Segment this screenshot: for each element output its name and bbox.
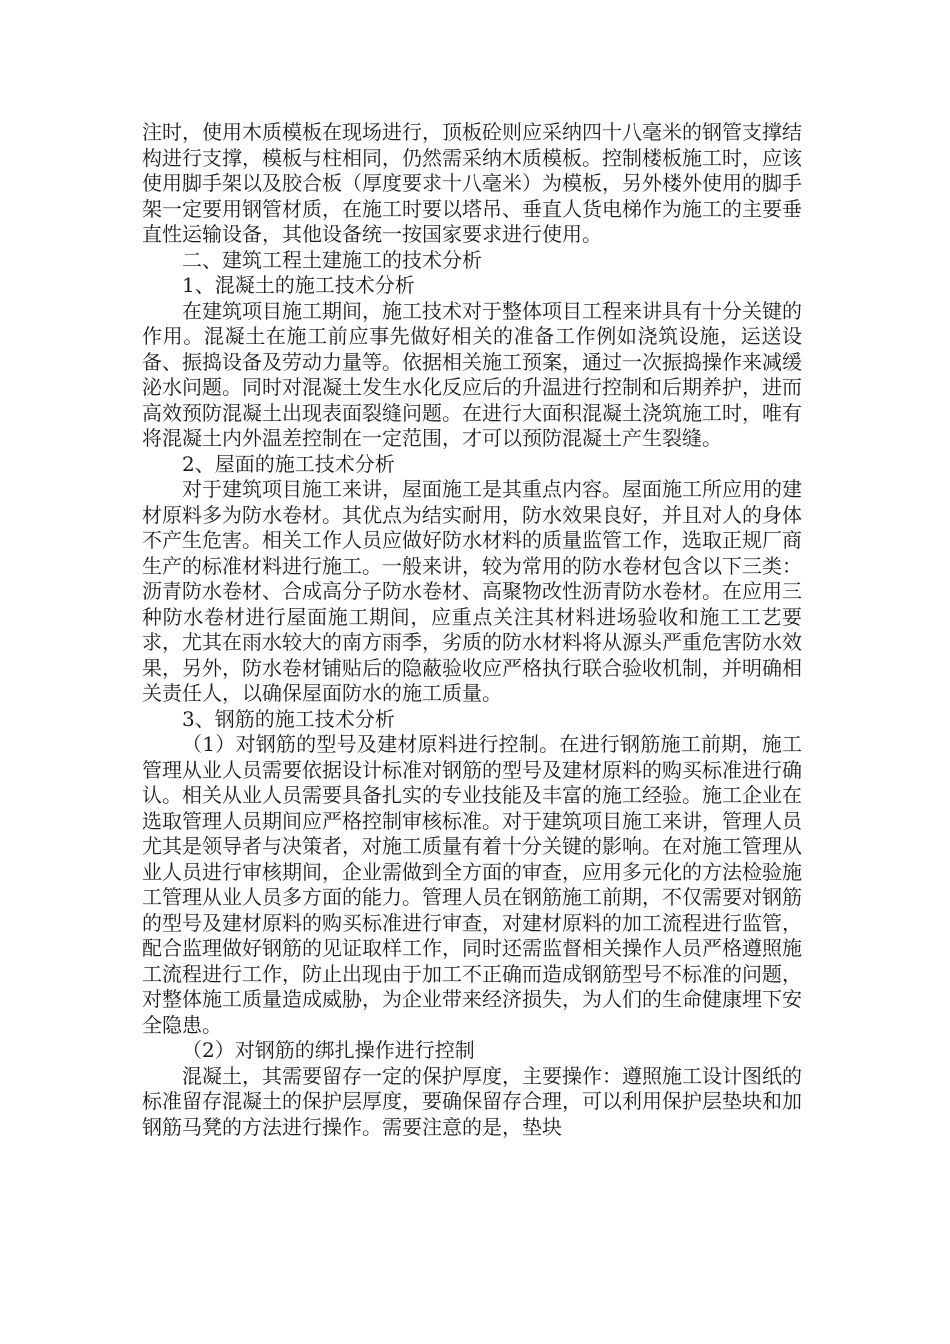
paragraph-formwork-continued: 注时，使用木质模板在现场进行，顶板砼则应采纳四十八毫米的钢管支撑结构进行支撑，模板与柱相同，仍然需采纳木质模板。控制楼板施工时，应该使用脚手架以及胶合板（厚度要求十八毫米）为模板，另外楼外使用的脚手架一定要用钢管材质，在施工时要以塔吊、垂直人货电梯作为施工的主要垂直性运输设备，其他设备统一按国家要求进行使用。 <box>142 120 802 246</box>
subsection-heading-concrete: 1、混凝土的施工技术分析 <box>182 273 415 297</box>
subsection-heading-rebar: 3、钢筋的施工技术分析 <box>182 706 395 731</box>
paragraph-rebar-binding: 混凝土，其需要留存一定的保护厚度，主要操作：遵照施工设计图纸的标准留存混凝土的保护层厚度，要确保留存合理，可以利用保护层垫块和加钢筋马凳的方法进行操作。需要注意的是，垫块 <box>142 1063 802 1139</box>
section-heading-technical-analysis: 二、建筑工程土建施工的技术分析 <box>182 247 482 272</box>
subsection-heading-rebar-binding: （2）对钢筋的绑扎操作进行控制 <box>182 1038 475 1062</box>
document-body <box>142 120 802 1140</box>
subsection-heading-roof: 2、屋面的施工技术分析 <box>182 451 395 476</box>
paragraph-rebar-model-control: （1）对钢筋的型号及建材原料进行控制。在进行钢筋施工前期，施工管理从业人员需要依据设计标准对钢筋的型号及建材原料的购买标准进行确认。相关从业人员需要具备扎实的专业技能及丰富的施工经验。施工企业在选取管理人员期间应严格控制审核标准。对于建筑项目施工来讲，管理人员尤其是领导者与决策者，对施工质量有着十分关键的影响。在对施工管理从业人员进行审核期间，企业需做到全方面的审查，应用多元化的方法检验施工管理从业人员多方面的能力。管理人员在钢筋施工前期，不仅需要对钢筋的型号及建材原料的购买标准进行审查，对建材原料的加工流程进行监管，配合监理做好钢筋的见证取样工作，同时还需监督相关操作人员严格遵照施工流程进行工作，防止出现由于加工不正确而造成钢筋型号不标准的问题，对整体施工质量造成威胁，为企业带来经济损失，为人们的生命健康埋下安全隐患。 <box>142 732 802 1037</box>
paragraph-concrete: 在建筑项目施工期间，施工技术对于整体项目工程来讲具有十分关键的作用。混凝土在施工前应事先做好相关的准备工作例如浇筑设施，运送设备、振捣设备及劳动力量等。依据相关施工预案，通过一次振捣操作来减缓泌水问题。同时对混凝土发生水化反应后的升温进行控制和后期养护，进而高效预防混凝土出现表面裂缝问题。在进行大面积混凝土浇筑施工时，唯有将混凝土内外温差控制在一定范围，才可以预防混凝土产生裂缝。 <box>142 298 802 450</box>
paragraph-roof: 对于建筑项目施工来讲，屋面施工是其重点内容。屋面施工所应用的建材原料多为防水卷材。其优点为结实耐用，防水效果良好，并且对人的身体不产生危害。相关工作人员应做好防水材料的质量监管工作，选取正规厂商生产的标准材料进行施工。一般来讲，较为常用的防水卷材包含以下三类：沥青防水卷材、合成高分子防水卷材、高聚物改性沥青防水卷材。在应用三种防水卷材进行屋面施工期间，应重点关注其材料进场验收和施工工艺要求，尤其在雨水较大的南方雨季，劣质的防水材料将从源头严重危害防水效果，另外，防水卷材铺贴后的隐蔽验收应严格执行联合验收机制，并明确相关责任人，以确保屋面防水的施工质量。 <box>142 477 802 705</box>
